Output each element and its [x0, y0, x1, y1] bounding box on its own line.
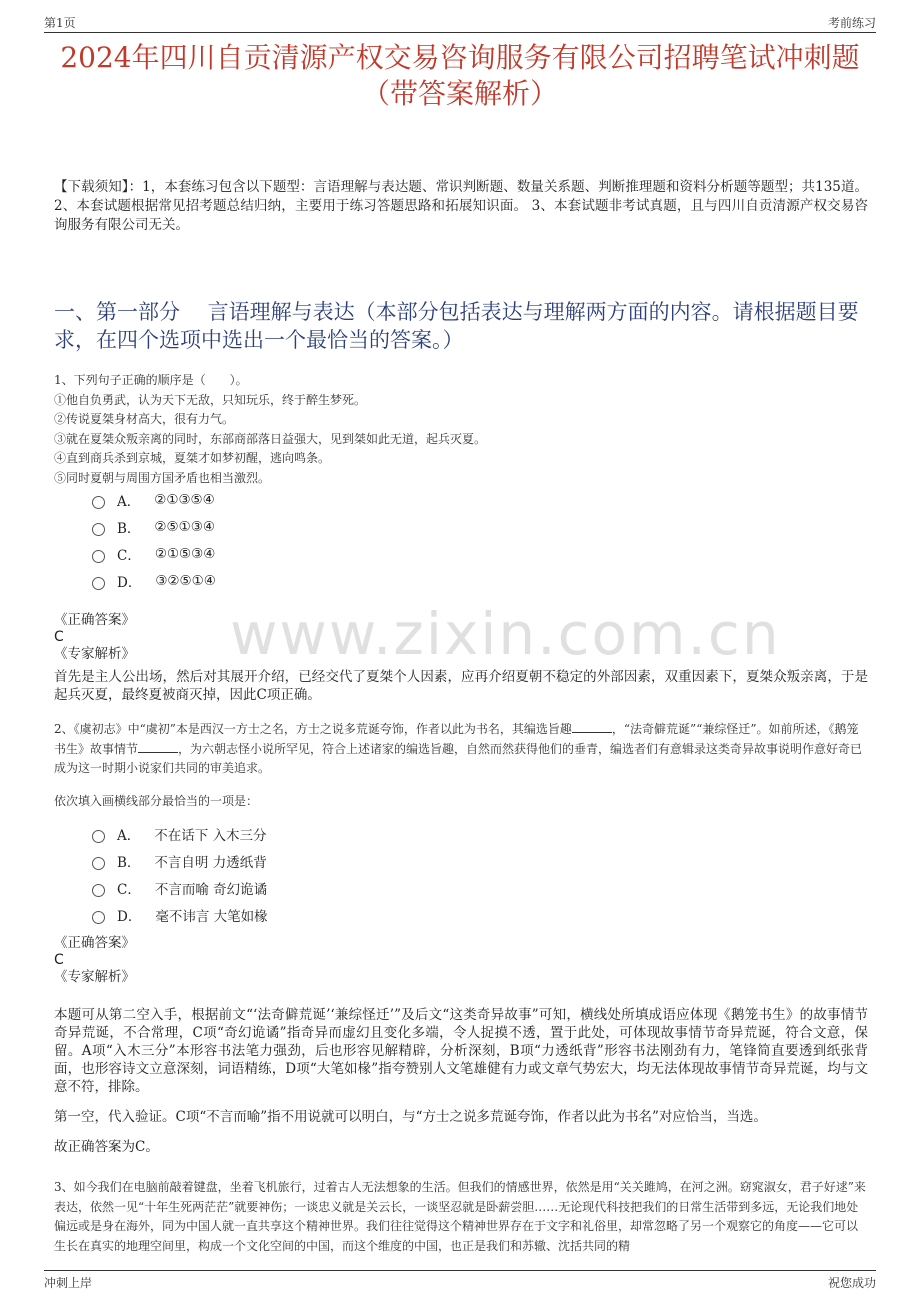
analysis-label: 《专家解析》 [54, 969, 135, 985]
answer-value: C [54, 629, 64, 645]
page-header [44, 12, 876, 33]
radio-icon[interactable] [92, 857, 105, 870]
option-c[interactable]: C． ②①⑤③④ [92, 540, 216, 567]
answer-label: 《正确答案》 [54, 935, 135, 951]
header-tag: 考前练习 [827, 16, 876, 30]
question-2-prompt: 依次填入画横线部分最恰当的一项是： [54, 794, 259, 808]
fill-blank [138, 740, 178, 753]
radio-icon[interactable] [92, 884, 105, 897]
radio-icon[interactable] [92, 911, 105, 924]
question-1-line: ④直到商兵杀到京城，夏桀才如梦初醒，逃向鸣条。 [54, 451, 331, 465]
option-a[interactable]: A． 不在话下 入木三分 [92, 820, 268, 847]
question-1-stem: 1、下列句子正确的顺序是（ ）。 [54, 373, 248, 387]
answer-value: C [54, 952, 64, 968]
question-1-line: ③就在夏桀众叛亲离的同时，东部商部落日益强大，见到桀如此无道，起兵灭夏。 [54, 431, 487, 446]
answer-label: 《正确答案》 [54, 612, 135, 628]
question-2: 2、《虞初志》中“虞初”本是西汉一方士之名，方士之说多荒诞夸饰，作者以此为书名，其编选旨趣 ，“法奇僻荒诞”“兼综怪迁”。如前所述，《鹅笼书生》故事情节 ，为六朝志怪小说所罕见，符合上述诸家的编选旨趣，自然而然获得他们的垂青，编选者们有意辑录这类奇异故事说明作意好奇已成为这一时期小说家们共同的审美追求。 [54, 722, 863, 775]
question-3: 3、如今我们在电脑前敲着键盘，坐着飞机旅行，过着古人无法想象的生活。但我们的情感世界，依然是用“关关雎鸠，在河之洲。窈窕淑女，君子好逑”来表达，依然一见“十年生死两茫茫”就要神伤；一谈忠义就是关云长，一谈坚忍就是卧薪尝胆……无论现代科技把我们的日常生活带到多远，无论我们地处偏远或是身在海外，同为中国人就一直共享这个精神世界。我们往往觉得这个精神世界存在于文字和礼俗里，却常忽略了另一个观察它的角度——它可以生长在真实的地理空间里，构成一个文化空间的中国，而这个维度的中国，也正是我们和苏辙、沈括共同的精 [54, 1180, 866, 1253]
option-c[interactable]: C． 不言而喻 奇幻诡谲 [92, 874, 268, 901]
option-d[interactable]: D． 毫不讳言 大笔如椽 [92, 901, 268, 928]
radio-icon[interactable] [92, 496, 105, 509]
question-1-line: ⑤同时夏朝与周围方国矛盾也相当激烈。 [54, 470, 271, 485]
radio-icon[interactable] [92, 830, 105, 843]
analysis-paragraph: 本题可从第二空入手，根据前文“‘法奇僻荒诞’‘兼综怪迁’”及后文“这类奇异故事”可知，横线处所填成语应体现《鹅笼书生》的故事情节奇异荒诞，不合常理，C项“奇幻诡谲”指奇异而虚幻且变化多端，令人捉摸不透，置于此处，可体现故事情节奇异荒诞，符合文意，保留。A项“入木三分”本形容书法笔力强劲，后也形容见解精辟，分析深刻，B项“力透纸背”形容书法刚劲有力，笔锋简直要透到纸张背面，也形容诗文立意深刻，词语精练，D项“大笔如椽”指夸赞别人文笔雄健有力或文章气势宏大，均无法体现故事情节奇异荒诞，均与文意不符，排除。 [54, 1007, 868, 1095]
question-1-analysis: 首先是主人公出场，然后对其展开介绍，已经交代了夏桀个人因素，应再介绍夏朝不稳定的外部因素，双重因素下，夏桀众叛亲离，于是起兵灭夏，最终夏被商灭掉，因此C项正确。 [54, 669, 868, 703]
watermark: www.zixin.com.cn [230, 600, 781, 668]
page-number: 第1页 [44, 16, 76, 30]
radio-icon[interactable] [92, 577, 105, 590]
option-a[interactable]: A． ②①③⑤④ [92, 486, 216, 513]
option-b[interactable]: B． 不言自明 力透纸背 [92, 847, 268, 874]
question-2-analysis [54, 1006, 868, 1168]
footer-right: 祝您成功 [827, 1276, 876, 1290]
section-heading: 一、第一部分 言语理解与表达（本部分包括表达与理解两方面的内容。请根据题目要求，在四个选项中选出一个最恰当的答案。） [54, 300, 859, 352]
question-1 [54, 371, 868, 488]
analysis-paragraph: 第一空，代入验证。C项“不言而喻”指不用说就可以明白，与“方士之说多荒诞夸饰，作者以此为书名”对应恰当，当选。 [54, 1109, 767, 1125]
option-d[interactable]: D． ③②⑤①④ [92, 567, 216, 594]
footer-left: 冲刺上岸 [44, 1276, 93, 1290]
question-1-line: ①他自负勇武，认为天下无敌，只知玩乐，终于醉生梦死。 [54, 392, 367, 407]
question-2-answer [54, 935, 868, 986]
download-notice: 【下载须知】：1，本套练习包含以下题型：言语理解与表达题、常识判断题、数量关系题、判断推理题和资料分析题等题型；共135道。 2、本套试题根据常见招考题总结归纳，主要用于练习答题思路和拓展知识面。 3、本套试题非考试真题，且与四川自贡清源产权交易咨询服务有限公司无关。 [54, 179, 868, 233]
option-b[interactable]: B． ②⑤①③④ [92, 513, 216, 540]
question-1-options [92, 486, 216, 594]
radio-icon[interactable] [92, 523, 105, 536]
document-title: 2024年四川自贡清源产权交易咨询服务有限公司招聘笔试冲刺题（带答案解析） [60, 41, 860, 110]
analysis-label: 《专家解析》 [54, 646, 135, 662]
question-1-line: ②传说夏桀身材高大，很有力气。 [54, 412, 235, 426]
page-footer [44, 1270, 876, 1291]
fill-blank [572, 720, 612, 733]
analysis-paragraph: 故正确答案为C。 [54, 1139, 159, 1155]
radio-icon[interactable] [92, 550, 105, 563]
question-2-options [92, 820, 268, 928]
